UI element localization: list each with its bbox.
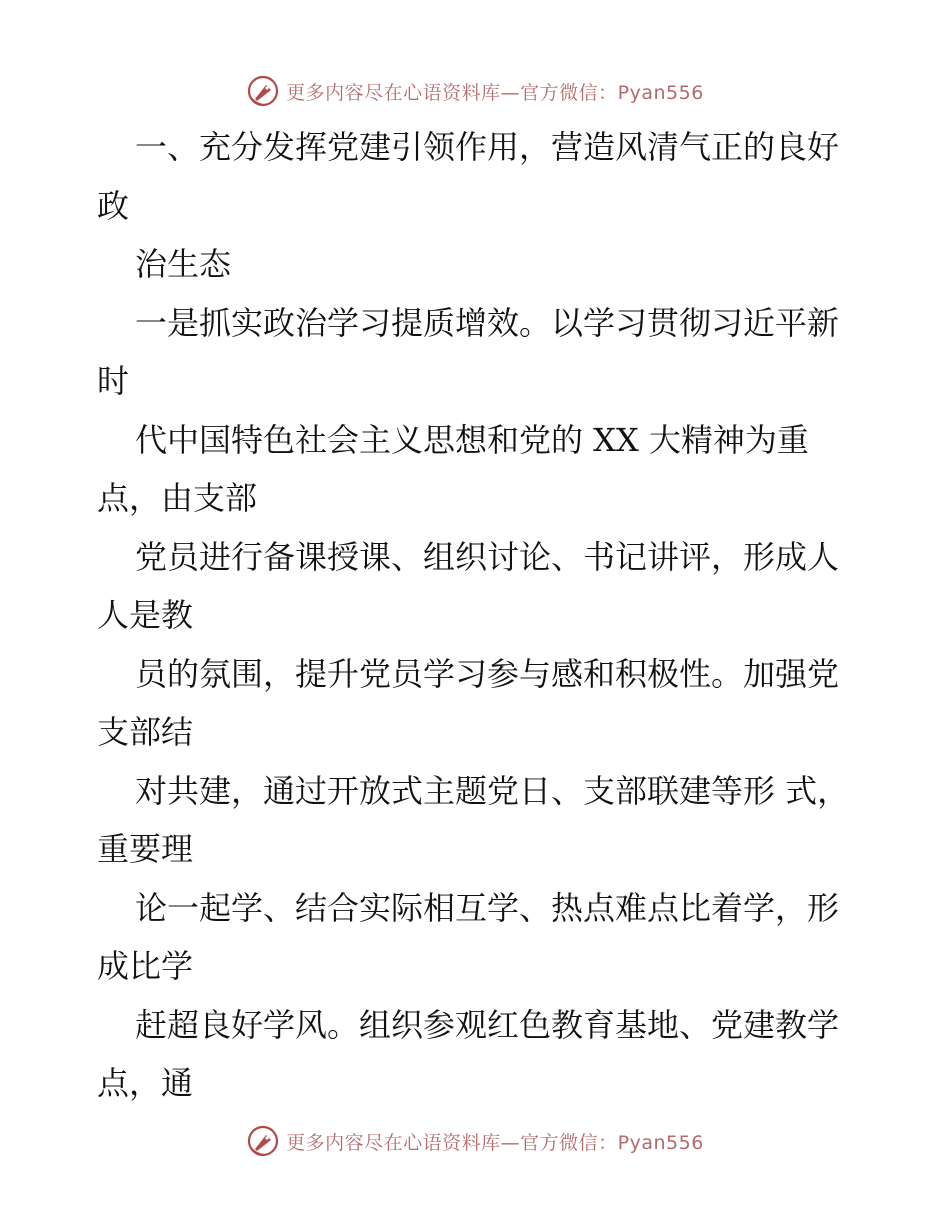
watermark-text: 更多内容尽在心语资料库—官方微信：Pyan556 (286, 81, 704, 104)
paragraph: 代中国特色社会主义思想和党的 XX 大精神为重点，由支部 (97, 420, 809, 517)
paragraph: 对共建，通过开放式主题党日、支部联建等形 式，重要理 (97, 771, 850, 868)
pen-nib-logo-icon (246, 74, 280, 108)
header-watermark (0, 74, 950, 108)
paragraph: 论一起学、结合实际相互学、热点难点比着学，形成比学 (97, 888, 840, 985)
footer-watermark (0, 1124, 950, 1158)
paragraph: 一是抓实政治学习提质增效。以学习贯彻习近平新时 (97, 303, 840, 400)
paragraph: 党员进行备课授课、组织讨论、书记讲评，形成人人是教 (97, 537, 840, 634)
watermark-text: 更多内容尽在心语资料库—官方微信：Pyan556 (286, 1131, 704, 1154)
document-body (97, 118, 857, 1113)
paragraph-heading-continued: 治生态 (135, 245, 232, 283)
paragraph: 员的氛围，提升党员学习参与感和积极性。加强党支部结 (97, 654, 840, 751)
pen-nib-logo-icon (246, 1124, 280, 1158)
paragraph-heading: 一、充分发挥党建引领作用，营造风清气正的良好政 (97, 128, 840, 225)
paragraph: 赶超良好学风。组织参观红色教育基地、党建教学点，通 (97, 1005, 840, 1102)
